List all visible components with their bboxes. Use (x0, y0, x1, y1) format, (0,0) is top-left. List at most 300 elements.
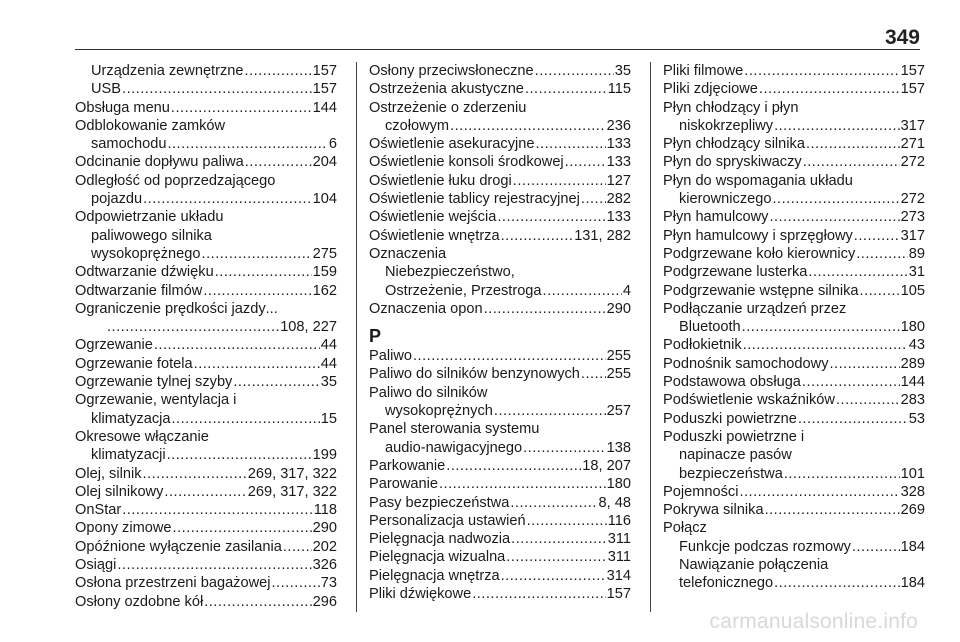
index-line (663, 172, 925, 190)
index-entry (75, 263, 337, 281)
page-reference: 133 (606, 136, 631, 153)
page-reference: 162 (312, 282, 337, 299)
index-line (663, 245, 925, 263)
leader-dots (117, 556, 311, 574)
column-divider (356, 62, 357, 612)
entry-term: Osłony przeciwsłoneczne (369, 63, 534, 79)
entry-term: Odblokowanie zamków (75, 117, 226, 134)
page-reference: 272 (900, 154, 925, 171)
index-line (369, 384, 631, 402)
page-reference: 236 (606, 117, 631, 134)
page-reference: 255 (606, 366, 631, 383)
entry-term: Płyn chłodzący silnika (663, 136, 805, 153)
page-reference: 317 (900, 227, 925, 244)
leader-dots (581, 190, 606, 208)
page-reference: 269 (900, 502, 925, 519)
page-reference: 314 (606, 567, 631, 584)
leader-dots (798, 410, 908, 428)
page-reference: 180 (606, 476, 631, 493)
leader-dots (830, 355, 900, 373)
leader-dots (501, 227, 574, 245)
index-line (369, 439, 631, 457)
leader-dots (854, 227, 900, 245)
index-entry (663, 80, 925, 98)
entry-term: Płyn do spryskiwaczy (663, 154, 802, 171)
index-entry (369, 384, 631, 421)
index-line (369, 567, 631, 585)
index-entry (369, 512, 631, 530)
index-entry (75, 300, 337, 337)
page-reference: 101 (900, 465, 925, 482)
leader-dots (772, 190, 899, 208)
entry-term: Odpowietrzanie układu (75, 209, 224, 226)
entry-term: Podłokietnik (663, 337, 742, 354)
leader-dots (122, 501, 313, 519)
leader-dots (413, 347, 606, 365)
index-line (91, 62, 337, 80)
header-rule (75, 49, 920, 50)
page-reference: 8, 48 (598, 494, 631, 511)
leader-dots (233, 373, 319, 391)
entry-term: USB (91, 81, 122, 98)
index-entry (369, 153, 631, 171)
leader-dots (581, 365, 606, 383)
index-entry (663, 391, 925, 409)
index-entry (663, 172, 925, 209)
entry-term: Pliki dźwiękowe (369, 586, 472, 603)
entry-term: Płyn hamulcowy i sprzęgłowy (663, 227, 853, 244)
leader-dots (167, 446, 312, 464)
page-reference: 289 (900, 355, 925, 372)
index-line (75, 336, 337, 354)
leader-dots (774, 574, 900, 592)
index-line (369, 172, 631, 190)
entry-term: Podłączanie urządzeń przez (663, 300, 847, 317)
column-divider (650, 62, 651, 612)
entry-term: Panel sterowania systemu (369, 421, 540, 438)
page-reference: 255 (606, 348, 631, 365)
index-line (75, 282, 337, 300)
index-entry (663, 282, 925, 300)
index-line (663, 80, 925, 98)
leader-dots (122, 80, 312, 98)
entry-term: Pliki zdjęciowe (663, 81, 758, 98)
entry-term: Oświetlenie asekuracyjne (369, 136, 535, 153)
page-reference: 317 (900, 117, 925, 134)
index-line (663, 446, 925, 464)
leader-dots (774, 117, 900, 135)
index-line (663, 117, 925, 135)
page-reference: 104 (312, 191, 337, 208)
entry-term: Podstawowa obsługa (663, 374, 801, 391)
index-entry (663, 153, 925, 171)
page-reference: 157 (900, 81, 925, 98)
page-reference: 105 (900, 282, 925, 299)
index-entry (663, 208, 925, 226)
index-entry (369, 530, 631, 548)
entry-term: wysokoprężnych (385, 403, 493, 420)
page-reference: 273 (900, 209, 925, 226)
index-entry (75, 428, 337, 465)
leader-dots (154, 336, 320, 354)
index-column-2 (369, 62, 631, 603)
entry-term: Odtwarzanie dźwięku (75, 264, 214, 281)
index-line (75, 355, 337, 373)
index-line (369, 245, 631, 263)
index-line (75, 263, 337, 281)
index-entry (663, 227, 925, 245)
leader-dots (215, 263, 312, 281)
entry-term: Oznaczenia opon (369, 300, 483, 317)
entry-term: Podnośnik samochodowy (663, 355, 829, 372)
index-column-1 (75, 62, 337, 611)
index-entry (75, 80, 337, 98)
index-entry (663, 501, 925, 519)
index-line (369, 153, 631, 171)
leader-dots (860, 282, 900, 300)
entry-term: Paliwo do silników (369, 384, 488, 401)
entry-term: Podgrzewane koło kierownicy (663, 245, 856, 262)
page-reference: 326 (312, 557, 337, 574)
page-reference: 157 (606, 586, 631, 603)
leader-dots (203, 282, 311, 300)
index-entry (75, 355, 337, 373)
index-entry (75, 483, 337, 501)
index-entry (75, 574, 337, 592)
leader-dots (513, 172, 606, 190)
index-entry (663, 428, 925, 483)
index-line (369, 62, 631, 80)
index-entry (369, 99, 631, 136)
entry-term: Ogrzewanie, wentylacja i (75, 392, 237, 409)
entry-term: Ostrzeżenia akustyczne (369, 81, 524, 98)
index-line (369, 347, 631, 365)
index-entry (369, 365, 631, 383)
leader-dots (852, 538, 900, 556)
entry-term: Płyn do wspomagania układu (663, 172, 853, 189)
entry-term: Podgrzewane lusterka (663, 264, 808, 281)
entry-term: Ostrzeżenie, Przestroga (385, 282, 542, 299)
entry-term: bezpieczeństwa (679, 465, 783, 482)
entry-term: niskokrzepliwy (679, 117, 774, 134)
index-entry (369, 135, 631, 153)
leader-dots (439, 475, 606, 493)
index-entry (75, 172, 337, 209)
index-line (663, 62, 925, 80)
entry-term: OnStar (75, 502, 122, 519)
index-line (75, 410, 337, 428)
page-reference: 44 (320, 355, 337, 372)
entry-term: Osłony ozdobne kół (75, 593, 204, 610)
entry-term: Niebezpieczeństwo, (385, 264, 515, 281)
page-reference: 144 (900, 374, 925, 391)
leader-dots (167, 135, 327, 153)
index-entry (369, 567, 631, 585)
leader-dots (484, 300, 606, 318)
leader-dots (164, 483, 246, 501)
index-line (369, 457, 631, 475)
entry-term: Urządzenia zewnętrzne (91, 63, 244, 79)
entry-term: Parowanie (369, 476, 438, 493)
entry-term: Poduszki powietrzne (663, 410, 797, 427)
index-entry (369, 300, 631, 318)
page-reference: 15 (320, 410, 337, 427)
page-reference: 282 (606, 191, 631, 208)
leader-dots (143, 190, 312, 208)
page-reference: 311 (607, 549, 631, 566)
index-entry (369, 190, 631, 208)
index-line (75, 428, 337, 446)
index-line (369, 117, 631, 135)
entry-term: Oświetlenie łuku drogi (369, 172, 512, 189)
leader-dots (803, 153, 900, 171)
page-reference: 131, 282 (574, 227, 631, 244)
page-reference: 204 (312, 154, 337, 171)
page-reference: 271 (900, 136, 925, 153)
index-line (663, 428, 925, 446)
index-line (663, 483, 925, 501)
index-entry (663, 336, 925, 354)
entry-term: Olej, silnik (75, 465, 142, 482)
page-reference: 184 (900, 538, 925, 555)
index-line (663, 99, 925, 117)
index-entry (663, 373, 925, 391)
leader-dots (450, 117, 606, 135)
index-line (663, 135, 925, 153)
index-line (75, 519, 337, 537)
entry-term: Funkcje podczas rozmowy (679, 538, 851, 555)
entry-term: Pielęgnacja nadwozia (369, 531, 511, 548)
page-reference: 311 (607, 531, 631, 548)
index-line (663, 355, 925, 373)
page-number: 349 (884, 26, 920, 49)
index-line (75, 99, 337, 117)
index-line (369, 300, 631, 318)
index-line (369, 263, 631, 281)
index-entry (75, 465, 337, 483)
entry-term: Paliwo do silników benzynowych (369, 366, 580, 383)
entry-term: Obsługa menu (75, 99, 170, 116)
index-entry (663, 99, 925, 136)
page-reference: 184 (900, 575, 925, 592)
index-line (75, 538, 337, 556)
page-reference: 159 (312, 264, 337, 281)
index-line (663, 501, 925, 519)
page-reference: 53 (908, 410, 925, 427)
index-line (369, 494, 631, 512)
index-entry (369, 227, 631, 245)
entry-term: Ogrzewanie tylnej szyby (75, 374, 233, 391)
index-entry (369, 420, 631, 457)
leader-dots (759, 80, 900, 98)
page-reference: 328 (900, 483, 925, 500)
page-reference: 272 (900, 191, 925, 208)
watermark: carmanualsonline.info (709, 610, 918, 633)
page-reference: 202 (312, 538, 337, 555)
index-line (663, 318, 925, 336)
leader-dots (535, 135, 605, 153)
page-reference: 157 (312, 81, 337, 98)
index-entry (369, 494, 631, 512)
leader-dots (245, 62, 312, 80)
index-line (663, 227, 925, 245)
index-entry (75, 153, 337, 171)
entry-term: Opony zimowe (75, 520, 172, 537)
entry-term: Parkowanie (369, 457, 446, 474)
section-letter: P (369, 326, 382, 347)
leader-dots (525, 80, 607, 98)
index-line (663, 373, 925, 391)
index-line (663, 391, 925, 409)
entry-term: Pielęgnacja wizualna (369, 549, 506, 566)
entry-term: Podgrzewanie wstępne silnika (663, 282, 859, 299)
index-line (91, 80, 337, 98)
page-reference: 115 (607, 81, 631, 98)
page-reference: 144 (312, 99, 337, 116)
entry-term: czołowym (385, 117, 450, 134)
index-entry (75, 519, 337, 537)
index-entry (75, 282, 337, 300)
index-line (75, 501, 337, 519)
leader-dots (802, 373, 900, 391)
index-entry (75, 62, 337, 80)
index-line (663, 153, 925, 171)
leader-dots (769, 208, 899, 226)
page-reference: 43 (908, 337, 925, 354)
index-line (369, 585, 631, 603)
page-reference: 157 (312, 63, 337, 79)
entry-term: audio-nawigacyjnego (385, 439, 523, 456)
page-reference: 44 (320, 337, 337, 354)
index-entry (369, 208, 631, 226)
page-reference: 18, 207 (582, 457, 631, 474)
index-entry (75, 538, 337, 556)
leader-dots (497, 208, 605, 226)
index-line (369, 365, 631, 383)
page-reference: 133 (606, 209, 631, 226)
entry-term: samochodu (91, 136, 167, 153)
entry-term: telefonicznego (679, 575, 774, 592)
index-line (75, 574, 337, 592)
index-entry (663, 135, 925, 153)
entry-term: paliwowego silnika (91, 227, 212, 244)
index-entry (75, 373, 337, 391)
page-reference: 108, 227 (280, 319, 337, 336)
leader-dots (173, 519, 312, 537)
page-reference: 118 (313, 502, 337, 519)
entry-term: Poduszki powietrzne i (663, 428, 805, 445)
index-line (75, 245, 337, 263)
index-entry (663, 62, 925, 80)
index-line (369, 402, 631, 420)
entry-term: Bluetooth (679, 319, 741, 336)
page-reference: 35 (614, 63, 631, 79)
entry-term: Nawiązanie połączenia (679, 557, 829, 574)
entry-term: Płyn chłodzący i płyn (663, 99, 799, 116)
entry-term: Olej silnikowy (75, 483, 164, 500)
entry-term: Pokrywa silnika (663, 502, 764, 519)
entry-term: Osiągi (75, 557, 117, 574)
page-reference: 269, 317, 322 (247, 483, 337, 500)
index-entry (369, 475, 631, 493)
index-line (75, 300, 337, 318)
entry-term: klimatyzacji (91, 447, 166, 464)
index-line (75, 483, 337, 501)
entry-term: Odtwarzanie filmów (75, 282, 203, 299)
page-reference: 199 (312, 447, 337, 464)
index-line (75, 227, 337, 245)
leader-dots (523, 439, 606, 457)
entry-term: Opóźnione wyłączenie zasilania (75, 538, 282, 555)
index-line (75, 391, 337, 409)
leader-dots (808, 263, 907, 281)
entry-term: Osłona przestrzeni bagażowej (75, 575, 271, 592)
entry-term: napinacze pasów (679, 447, 792, 464)
entry-term: Podświetlenie wskaźników (663, 392, 835, 409)
index-line (75, 190, 337, 208)
entry-term: Odcinanie dopływu paliwa (75, 154, 244, 171)
leader-dots (245, 153, 312, 171)
entry-term: Paliwo (369, 348, 412, 365)
page-reference: 296 (312, 593, 337, 610)
leader-dots (171, 410, 319, 428)
index-line (369, 99, 631, 117)
index-entry (369, 62, 631, 80)
entry-term: Pasy bezpieczeństwa (369, 494, 510, 511)
entry-term: Płyn hamulcowy (663, 209, 769, 226)
entry-term: pojazdu (91, 191, 143, 208)
index-line (663, 574, 925, 592)
page-reference: 31 (908, 264, 925, 281)
page-reference: 127 (606, 172, 631, 189)
index-entry (663, 245, 925, 263)
entry-term: Ograniczenie prędkości jazdy (75, 300, 266, 317)
leader-dots (806, 135, 900, 153)
leader-dots (784, 465, 900, 483)
index-line (369, 190, 631, 208)
index-entry (369, 347, 631, 365)
index-line (369, 420, 631, 438)
index-entry (663, 355, 925, 373)
index-line (663, 190, 925, 208)
leader-dots (446, 457, 581, 475)
page-reference: 116 (607, 512, 631, 529)
entry-term: Pielęgnacja wnętrza (369, 567, 500, 584)
index-line (369, 135, 631, 153)
leader-dots (107, 318, 279, 336)
index-line (369, 80, 631, 98)
leader-dots (856, 245, 908, 263)
page-reference: 73 (320, 575, 337, 592)
leader-dots (527, 512, 607, 530)
index-entry (75, 208, 337, 263)
page-reference: 6 (328, 136, 337, 153)
index-entry (663, 519, 925, 592)
index-line (75, 117, 337, 135)
index-line (75, 593, 337, 611)
index-line (75, 318, 337, 336)
entry-term: Ostrzeżenie o zderzeniu (369, 99, 527, 116)
page-reference: 157 (900, 63, 925, 79)
index-entry (369, 80, 631, 98)
index-line (369, 282, 631, 300)
index-entry (75, 501, 337, 519)
index-line (663, 300, 925, 318)
page-reference: 133 (606, 154, 631, 171)
page-reference: 89 (908, 245, 925, 262)
leader-dots (511, 530, 607, 548)
entry-term: Oznaczenia (369, 245, 447, 262)
